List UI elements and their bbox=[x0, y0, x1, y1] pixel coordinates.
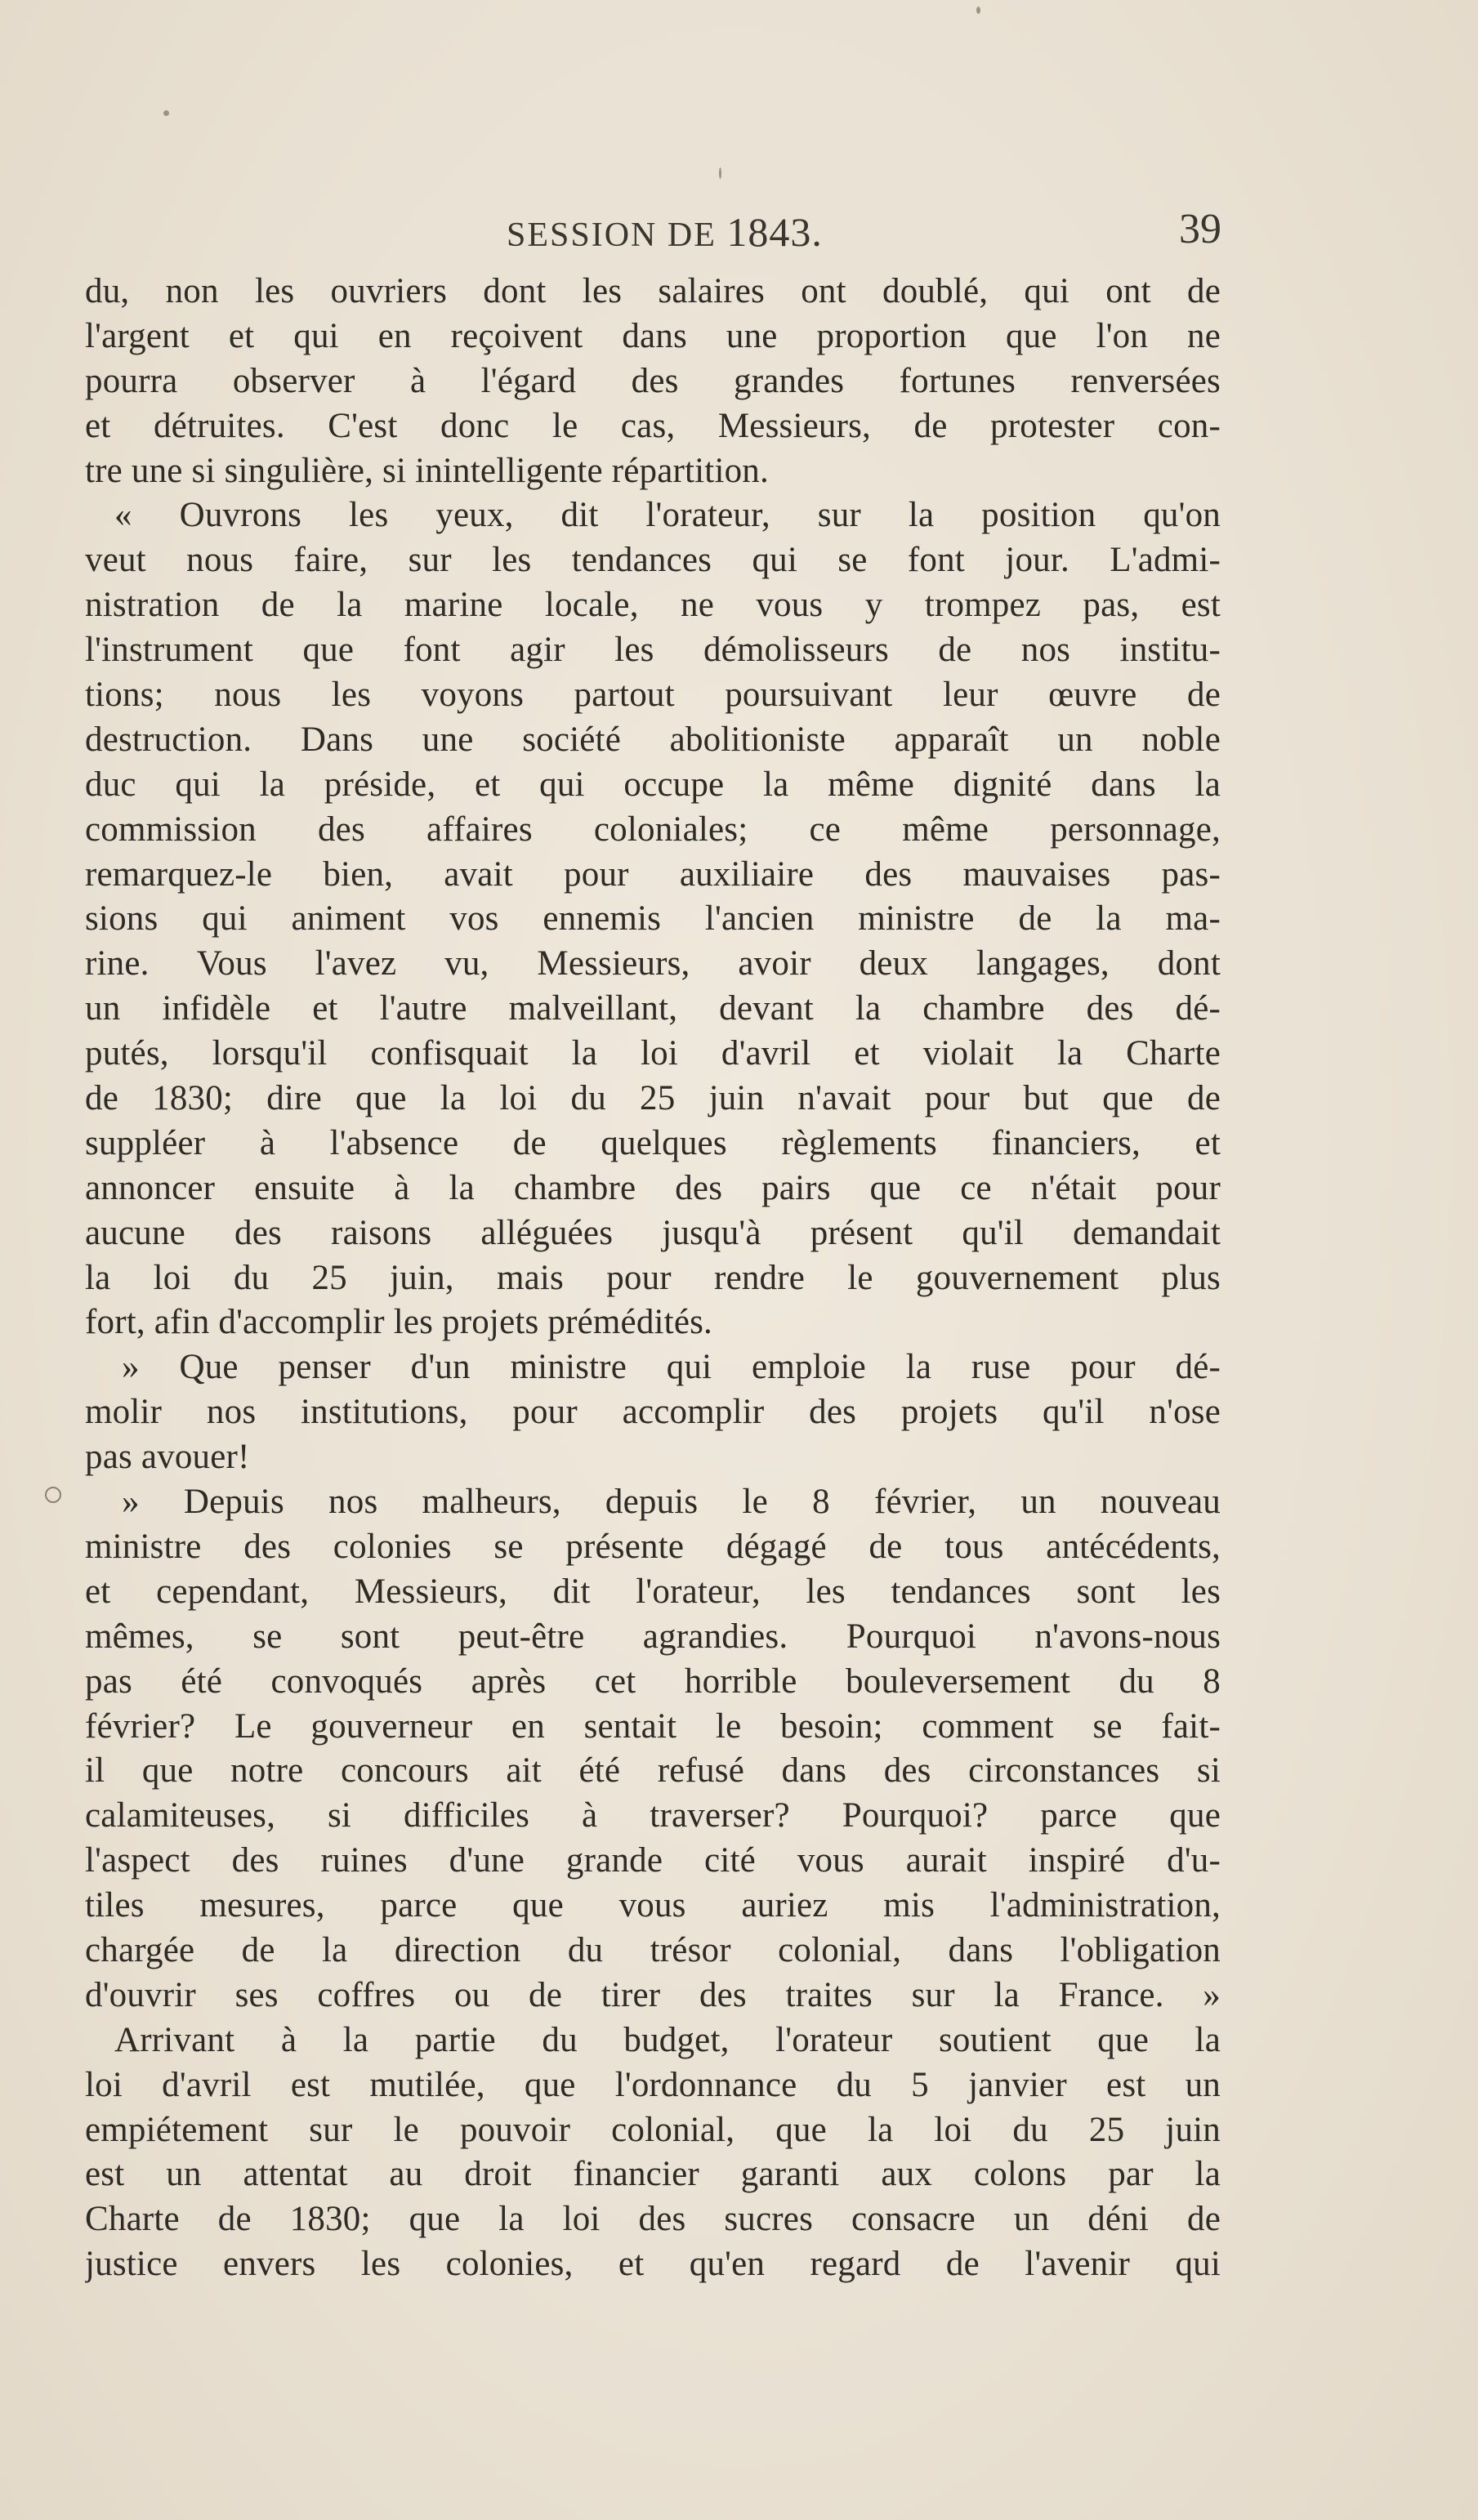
page-number: 39 bbox=[1179, 206, 1221, 252]
text-line: fort, afin d'accomplir les projets prémédités. bbox=[85, 1303, 712, 1342]
text-line: l'argent et qui en reçoivent dans une proportion que l'on ne bbox=[85, 316, 1221, 355]
text-line: « Ouvrons les yeux, dit l'orateur, sur la position qu'on bbox=[114, 496, 1221, 535]
page-header bbox=[98, 208, 1221, 265]
text-line: suppléer à l'absence de quelques règlements financiers, et bbox=[85, 1123, 1221, 1162]
text-line: pas été convoqués après cet horrible bouleversement du 8 bbox=[85, 1661, 1221, 1701]
text-line: calamiteuses, si difficiles à traverser? Pourquoi? parce que bbox=[85, 1796, 1221, 1835]
text-line: remarquez-le bien, avait pour auxiliaire des mauvaises pas- bbox=[85, 854, 1221, 894]
running-title-text: SESSION DE bbox=[507, 216, 717, 254]
text-line: molir nos institutions, pour accomplir des projets qu'il n'ose bbox=[85, 1393, 1221, 1432]
text-line: destruction. Dans une société abolitioniste apparaît un noble bbox=[85, 720, 1221, 759]
text-line: tre une si singulière, si inintelligente répartition. bbox=[85, 451, 769, 490]
text-line: et cependant, Messieurs, dit l'orateur, les tendances sont les bbox=[85, 1572, 1221, 1611]
text-line: il que notre concours ait été refusé dans des circonstances si bbox=[85, 1751, 1221, 1791]
text-line: annoncer ensuite à la chambre des pairs que ce n'était pour bbox=[85, 1168, 1221, 1207]
margin-ring-mark bbox=[45, 1487, 61, 1503]
text-line: pas avouer! bbox=[85, 1438, 250, 1477]
text-line: empiétement sur le pouvoir colonial, que la loi du 25 juin bbox=[85, 2110, 1221, 2149]
text-line: sions qui animent vos ennemis l'ancien ministre de la ma- bbox=[85, 899, 1221, 939]
text-line: ministre des colonies se présente dégagé de tous antécédents, bbox=[85, 1527, 1221, 1566]
text-line: aucune des raisons alléguées jusqu'à présent qu'il demandait bbox=[85, 1213, 1221, 1252]
text-line: février? Le gouverneur en sentait le besoin; comment se fait- bbox=[85, 1706, 1221, 1746]
text-line: » Depuis nos malheurs, depuis le 8 février, un nouveau bbox=[122, 1483, 1221, 1522]
text-line: du, non les ouvriers dont les salaires ont doublé, qui ont de bbox=[85, 272, 1221, 310]
body-text bbox=[85, 270, 1221, 2287]
text-line: commission des affaires coloniales; ce même personnage, bbox=[85, 810, 1221, 849]
text-line: tions; nous les voyons partout poursuivant leur œuvre de bbox=[85, 676, 1221, 715]
running-title bbox=[507, 208, 823, 256]
text-line: un infidèle et l'autre malveillant, devant la chambre des dé- bbox=[85, 989, 1221, 1028]
text-line: veut nous faire, sur les tendances qui se font jour. L'admi- bbox=[85, 541, 1221, 580]
paper-speck bbox=[719, 167, 721, 179]
text-line: d'ouvrir ses coffres ou de tirer des traites sur la France. » bbox=[85, 1975, 1221, 2014]
text-line: justice envers les colonies, et qu'en regard de l'avenir qui bbox=[85, 2245, 1221, 2284]
text-line: putés, lorsqu'il confisquait la loi d'avril et violait la Charte bbox=[85, 1034, 1221, 1073]
text-line: nistration de la marine locale, ne vous y trompez pas, est bbox=[85, 586, 1221, 625]
text-line: tiles mesures, parce que vous auriez mis l'administration, bbox=[85, 1886, 1221, 1925]
paper-speck bbox=[163, 110, 169, 116]
text-line: pourra observer à l'égard des grandes fortunes renversées bbox=[85, 361, 1221, 400]
text-line: mêmes, se sont peut-être agrandies. Pourquoi n'avons-nous bbox=[85, 1617, 1221, 1656]
text-line: duc qui la préside, et qui occupe la même dignité dans la bbox=[85, 765, 1221, 804]
text-line: Charte de 1830; que la loi des sucres consacre un déni de bbox=[85, 2200, 1221, 2239]
text-line: l'instrument que font agir les démolisseurs de nos institu- bbox=[85, 631, 1221, 670]
text-line: l'aspect des ruines d'une grande cité vous aurait inspiré d'u- bbox=[85, 1841, 1221, 1880]
text-line: la loi du 25 juin, mais pour rendre le gouvernement plus bbox=[85, 1258, 1221, 1297]
text-line: est un attentat au droit financier garanti aux colons par la bbox=[85, 2155, 1221, 2194]
paper-speck bbox=[976, 7, 980, 14]
running-title-year: 1843. bbox=[726, 209, 823, 255]
text-line: Arrivant à la partie du budget, l'orateur soutient que la bbox=[114, 2020, 1221, 2059]
text-line: et détruites. C'est donc le cas, Messieurs, de protester con- bbox=[85, 406, 1221, 445]
text-line: loi d'avril est mutilée, que l'ordonnance du 5 janvier est un bbox=[85, 2065, 1221, 2104]
text-line: » Que penser d'un ministre qui emploie la ruse pour dé- bbox=[122, 1348, 1221, 1387]
text-line: de 1830; dire que la loi du 25 juin n'avait pour but que de bbox=[85, 1079, 1221, 1118]
text-line: rine. Vous l'avez vu, Messieurs, avoir deux langages, dont bbox=[85, 944, 1221, 983]
text-line: chargée de la direction du trésor colonial, dans l'obligation bbox=[85, 1930, 1221, 1969]
